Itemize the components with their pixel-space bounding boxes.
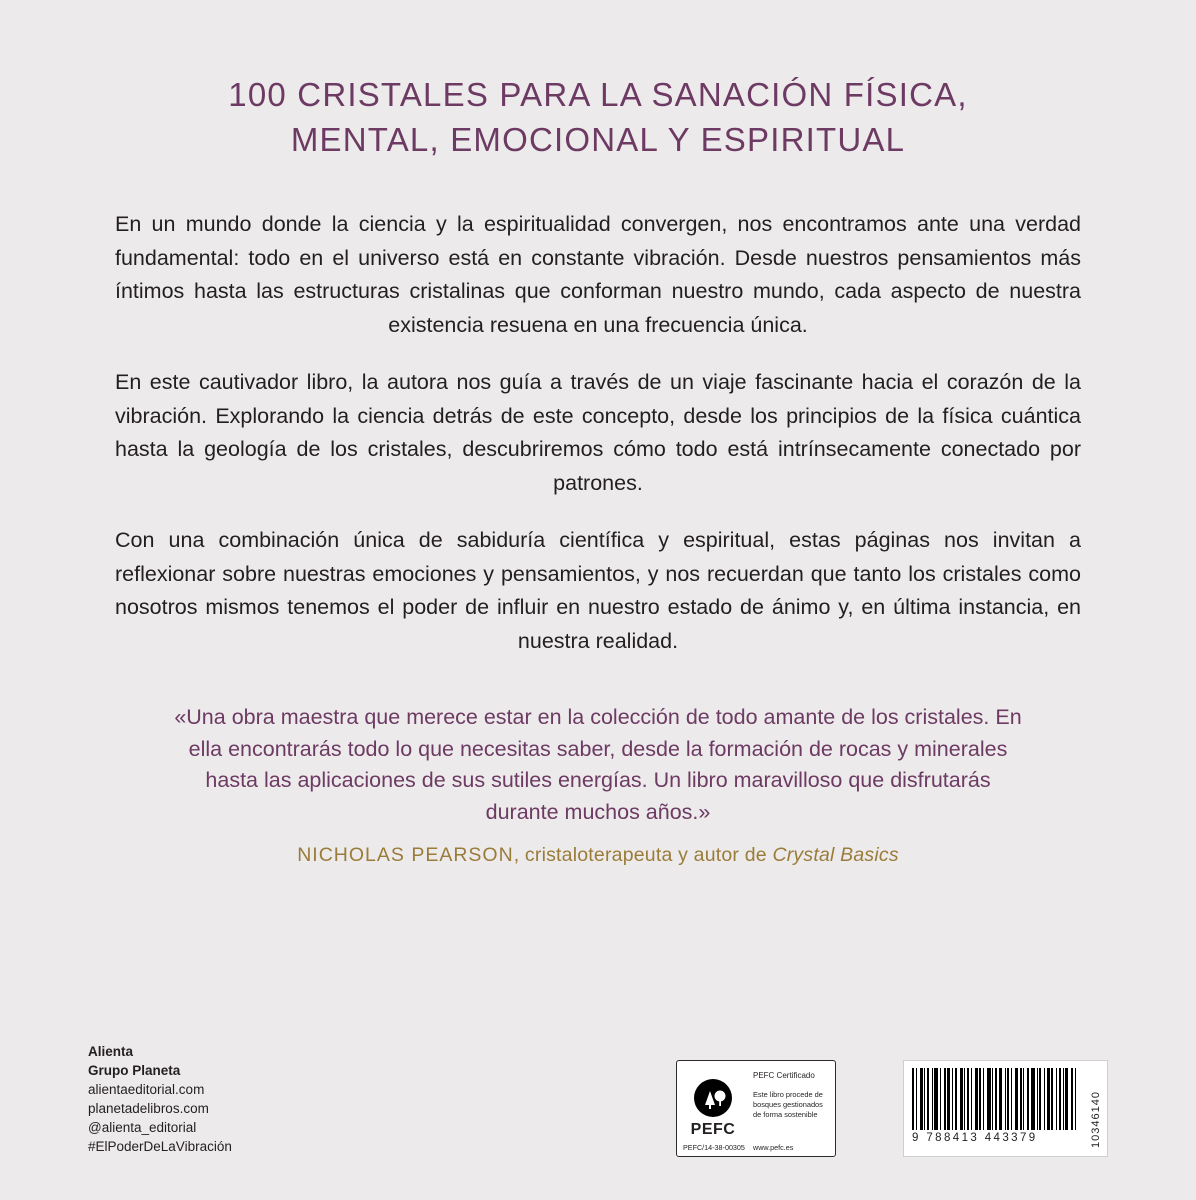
blurb-text xyxy=(0,208,1196,658)
blurb-paragraph-3: Con una combinación única de sabiduría científica y espiritual, estas páginas nos invitan a reflexionar sobre nuestras emociones y pensamientos, y nos recuerdan que tanto los cristales como nosotros mismos tenemos el poder de influir en nuestro estado de ánimo y, en última instancia, en nuestra realidad. xyxy=(115,528,1081,653)
isbn-barcode xyxy=(903,1060,1108,1157)
title-line-1: 100 CRISTALES PARA LA SANACIÓN FÍSICA, xyxy=(228,76,968,113)
quote-author-role: , cristaloterapeuta y autor de xyxy=(513,844,773,866)
pefc-code: PEFC/14-38-00305 xyxy=(683,1143,745,1152)
publisher-info xyxy=(88,1042,232,1156)
pefc-description: Este libro procede de bosques gestionados de forma sostenible xyxy=(753,1090,823,1119)
barcode-side-number: 10346140 xyxy=(1090,1091,1102,1148)
title-line-2: MENTAL, EMOCIONAL Y ESPIRITUAL xyxy=(290,121,906,158)
blurb-paragraph-2: En este cautivador libro, la autora nos guía a través de un viaje fascinante hacia el corazón de la vibración. Explorando la ciencia detrás de este concepto, desde los principios de la física cuántica hasta la geología de los cristales, descubriremos cómo todo está intrínsecamente conectado por patrones. xyxy=(115,370,1081,495)
pefc-certification-badge xyxy=(676,1060,836,1157)
blurb-paragraph-1: En un mundo donde la ciencia y la espiritualidad convergen, nos encontramos ante una verdad fundamental: todo en el universo está en constante vibración. Desde nuestros pensamientos más íntimos hasta las estructuras cristalinas que conforman nuestro mundo, cada aspecto de nuestra existencia resuena en una frecuencia única. xyxy=(115,212,1081,337)
quote-author: NICHOLAS PEARSON xyxy=(297,844,514,866)
pefc-url[interactable]: www.pefc.es xyxy=(753,1143,794,1152)
publisher-group: Grupo Planeta xyxy=(88,1063,181,1078)
publisher-social-handle[interactable]: @alienta_editorial xyxy=(88,1120,197,1135)
quote-attribution xyxy=(170,844,1026,867)
pefc-tree-icon xyxy=(691,1078,735,1118)
page-title xyxy=(0,0,1196,162)
endorsement-quote xyxy=(0,702,1196,867)
publisher-website-2[interactable]: planetadelibros.com xyxy=(88,1101,209,1116)
quote-text: «Una obra maestra que merece estar en la colección de todo amante de los cristales. En ella encontrarás todo lo que necesitas saber, desde la formación de rocas y minerales hasta las aplicaciones de sus sutiles energías. Un libro maravilloso que disfrutarás durante muchos años.» xyxy=(174,705,1022,824)
barcode-main xyxy=(904,1061,1084,1156)
pefc-title: PEFC Certificado xyxy=(753,1071,815,1080)
barcode-bars xyxy=(912,1068,1078,1130)
cover-footer xyxy=(0,1010,1196,1200)
pefc-logo-text: PEFC xyxy=(690,1121,736,1138)
quote-author-work: Crystal Basics xyxy=(772,844,899,866)
barcode-side-code xyxy=(1084,1061,1107,1156)
publisher-name: Alienta xyxy=(88,1044,134,1059)
pefc-text-area xyxy=(749,1061,835,1156)
publisher-hashtag[interactable]: #ElPoderDeLaVibración xyxy=(88,1139,232,1154)
barcode-number: 9 788413 443379 xyxy=(912,1132,1038,1144)
pefc-logo-area xyxy=(677,1061,749,1156)
publisher-website-1[interactable]: alientaeditorial.com xyxy=(88,1082,205,1097)
